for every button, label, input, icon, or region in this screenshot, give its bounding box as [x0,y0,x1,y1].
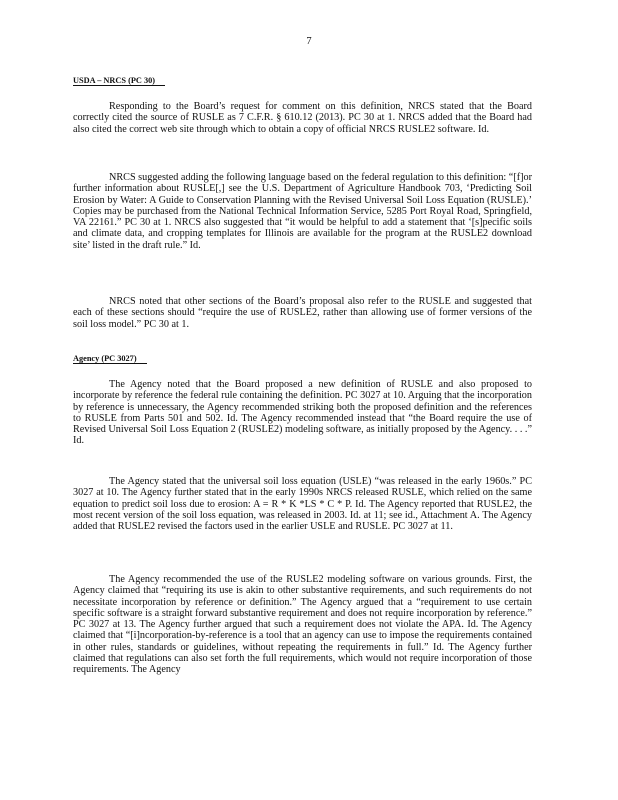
paragraph-agency-rusle2-grounds: The Agency recommended the use of the RUSLE2 modeling software on various grounds. First, the Agency claimed that “requiring its use is akin to other substantive requirements, and such requirements do not necessitate incorporation by reference or definition.” The Agency argued that a “requirement to use certain specific software is a straight forward substantive requirement and does not require incorporation by reference.” PC 3027 at 13. The Agency further argued that such a requirement does not violate the APA. Id. The Agency claimed that “[i]ncorporation-by-reference is a tool that an agency can use to impose the requirements contained in other rules, standards or guidelines, without repeating the requirements in full.” Id. The Agency further claimed that regulations can also set forth the full requirements, which would not require incorporation of those requirements. The Agency [73,574,532,676]
page-number: 7 [306,36,312,47]
paragraph-nrcs-other-sections: NRCS noted that other sections of the Board’s proposal also refer to the RUSLE and suggested that each of these sections should “require the use of RUSLE2, rather than allowing use of former versions of the soil loss model.” PC 30 at 1. [73,296,532,330]
paragraph-nrcs-response: Responding to the Board’s request for comment on this definition, NRCS stated that the Board correctly cited the source of RUSLE as 7 C.F.R. § 610.12 (2013). PC 30 at 1. NRCS added that the Board had also cited the correct web site through which to obtain a copy of official NRCS RUSLE2 software. Id. [73,101,532,135]
paragraph-nrcs-suggested-language: NRCS suggested adding the following language based on the federal regulation to this definition: “[f]or further information about RUSLE[,] see the U.S. Department of Agriculture Handbook 703, ‘Predicting Soil Erosion by Water: A Guide to Conservation Planning with the Revised Universal Soil Loss Equation (RUSLE).’ Copies may be purchased from the National Technical Information Service, 5285 Port Royal Road, Springfield, VA 22161.” PC 30 at 1. NRCS also suggested that “it would be helpful to add a statement that ‘[s]pecific soils and climate data, and cropping templates for Illinois are available for the program at the RUSLE2 download site’ listed in the draft rule.” Id. [73,172,532,251]
paragraph-agency-proposed-definition: The Agency noted that the Board proposed a new definition of RUSLE and also proposed to incorporate by reference the federal rule containing the definition. PC 3027 at 10. Arguing that the incorporation by reference is unnecessary, the Agency recommended striking both the proposed definition and the references to RUSLE from Parts 501 and 502. Id. The Agency recommended instead that “the Board require the use of Revised Universal Soil Loss Equation 2 (RUSLE2) modeling software, as initially proposed by the Agency. . . .” Id. [73,379,532,447]
section-heading-agency: Agency (PC 3027) [73,354,147,364]
section-heading-usda-nrcs: USDA – NRCS (PC 30) [73,76,165,86]
paragraph-agency-usle-history: The Agency stated that the universal soil loss equation (USLE) “was released in the early 1960s.” PC 3027 at 10. The Agency further stated that in the early 1990s NRCS released RUSLE, which relied on the same equation to predict soil loss due to erosion: A = R * K *LS * C * P. Id. The Agency reported that RUSLE2, the most recent version of the soil loss equation, was released in 2003. Id. at 11; see id., Attachment A. The Agency added that RUSLE2 revised the factors used in the earlier USLE and RUSLE. PC 3027 at 11. [73,476,532,533]
